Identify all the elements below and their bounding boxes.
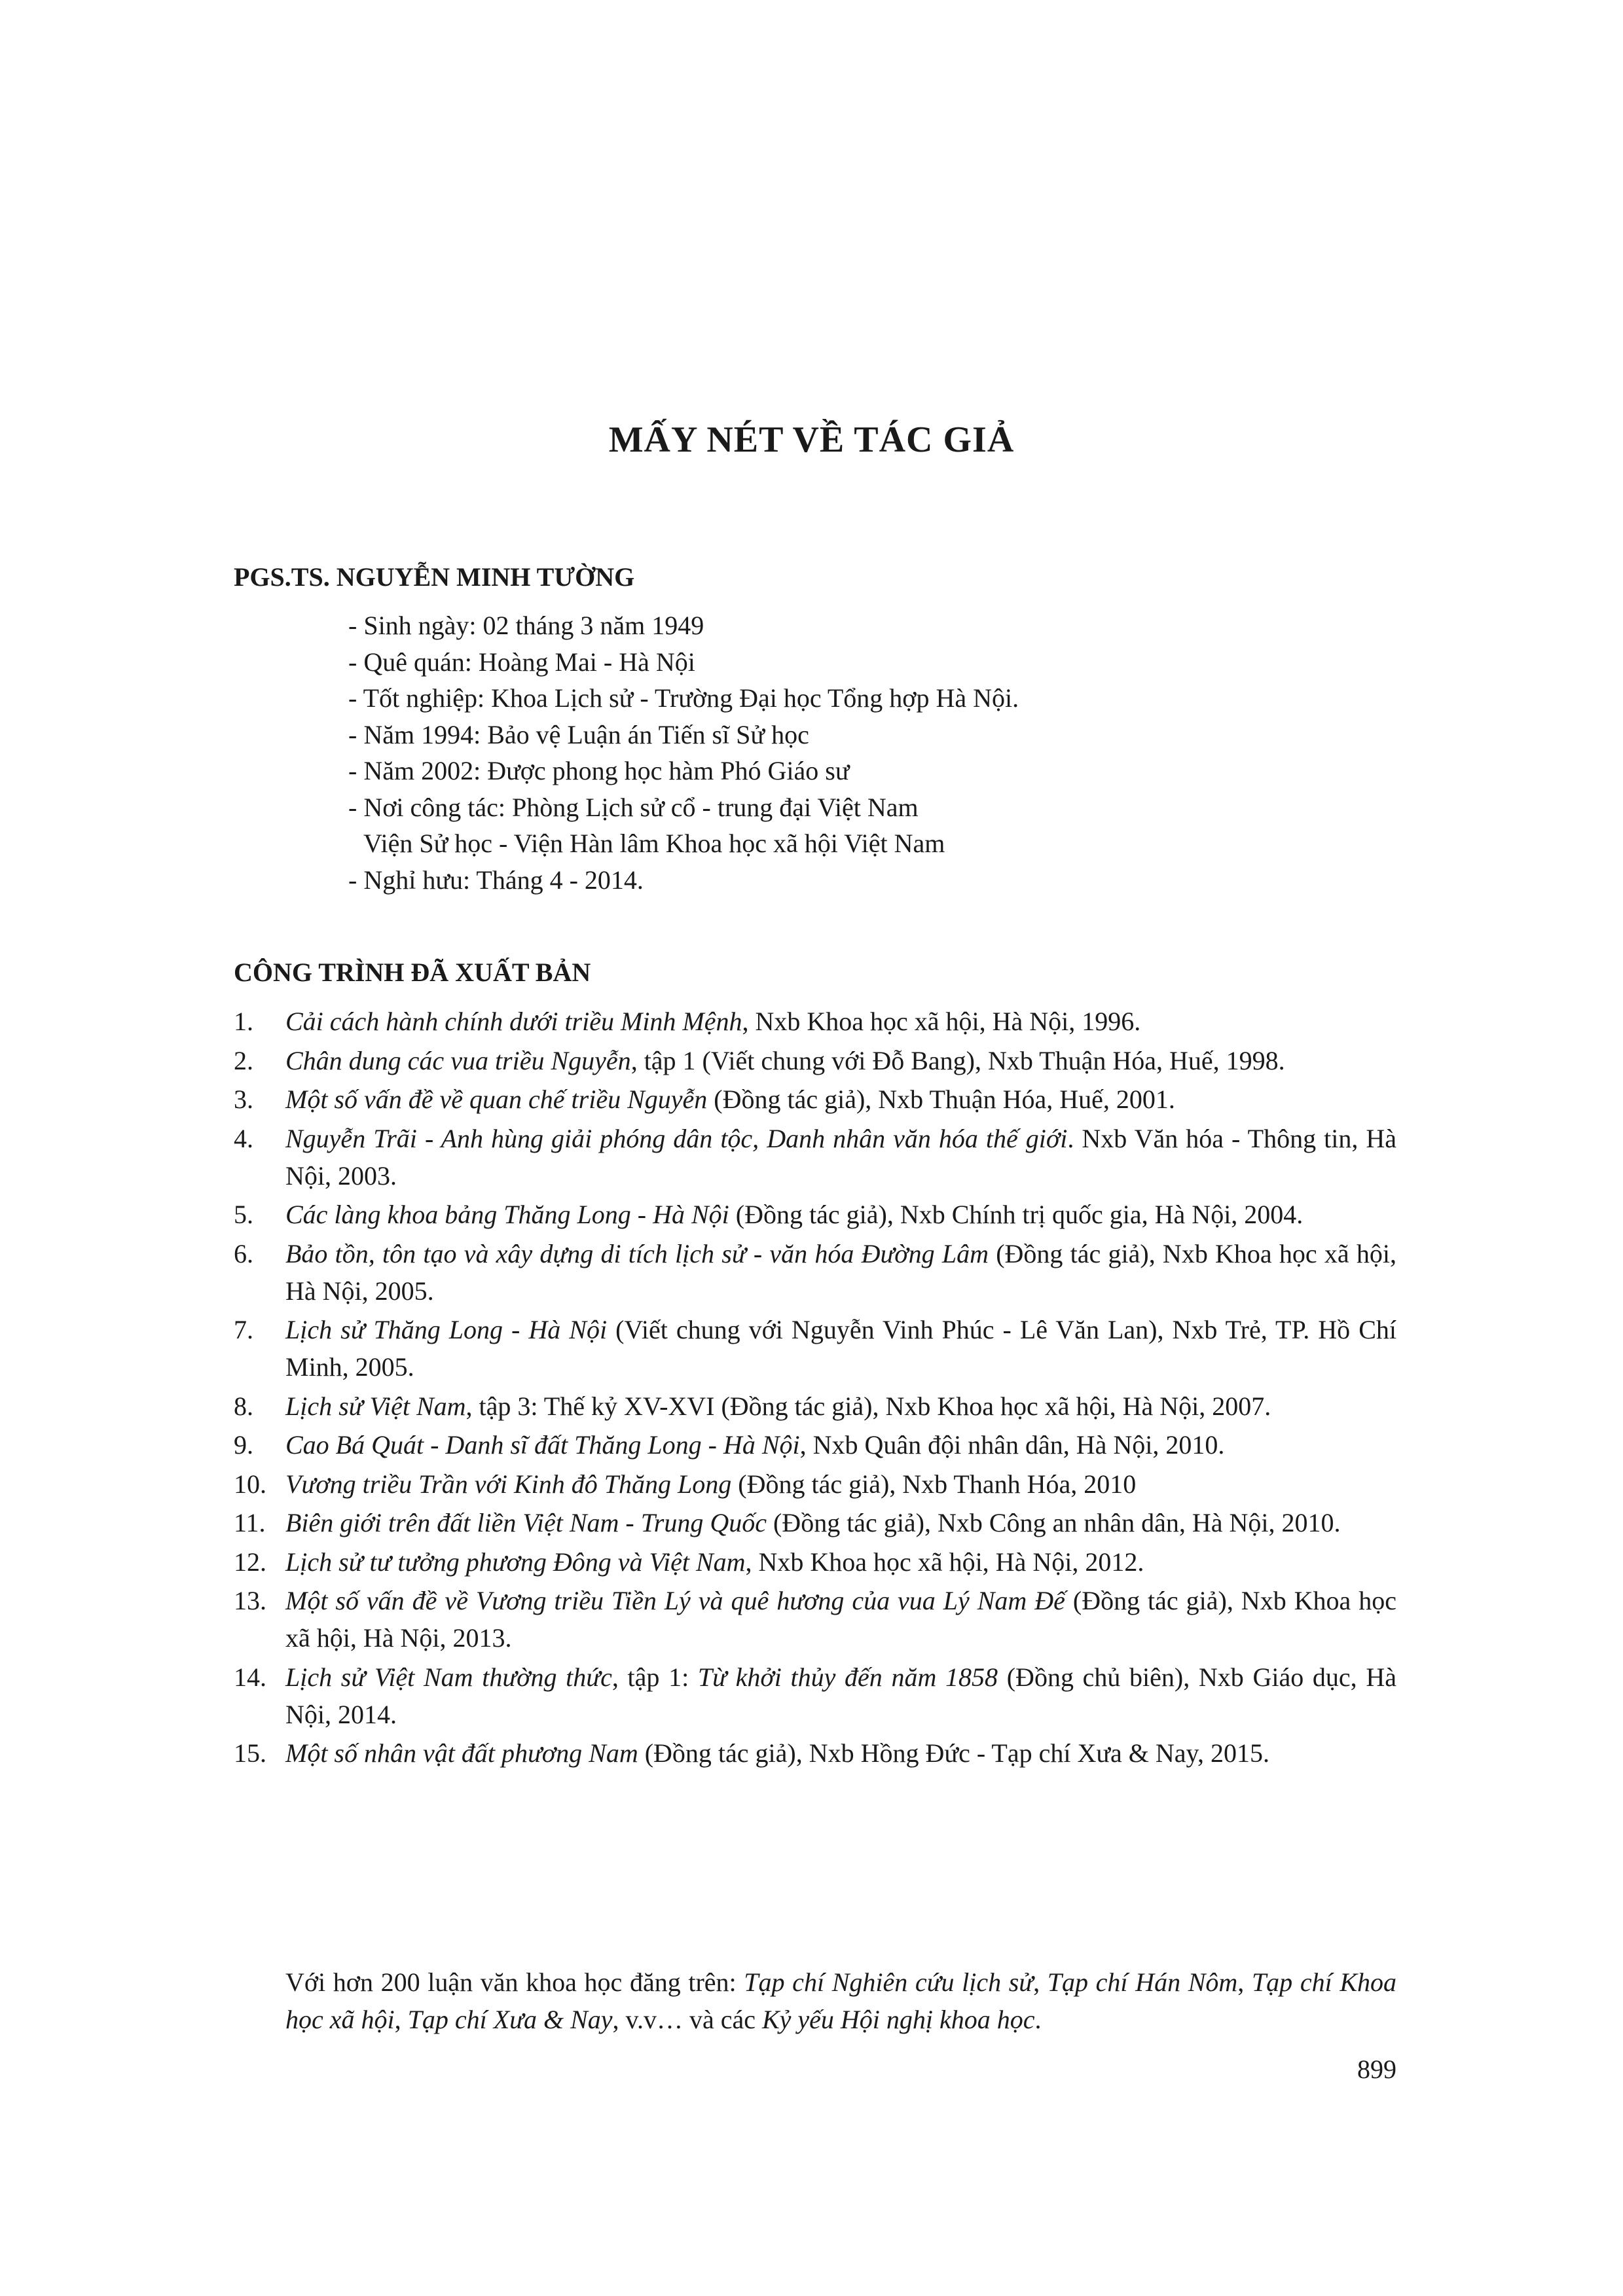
work-item <box>234 1465 1396 1503</box>
work-title-italic: Lịch sử Việt Nam thường thức <box>285 1662 612 1692</box>
work-number: 2. <box>234 1045 253 1075</box>
work-title-italic: Cao Bá Quát - Danh sĩ đất Thăng Long - Hà Nội <box>285 1430 800 1460</box>
page-number: 899 <box>1357 2054 1396 2084</box>
work-item <box>234 1120 1396 1194</box>
work-item <box>234 1543 1396 1581</box>
work-title-italic: Một số nhân vật đất phương Nam <box>285 1738 638 1768</box>
journal-name-italic: Tạp chí Khoa học xã hội <box>285 1967 1397 2034</box>
work-title-italic: Lịch sử Thăng Long - Hà Nội <box>285 1315 608 1344</box>
work-text: (Đồng tác giả), Nxb Khoa học xã hội, Hà Nội, 2005. <box>285 1238 1396 1306</box>
page-title: MẤY NÉT VỀ TÁC GIẢ <box>608 420 1015 460</box>
work-citation <box>285 1543 1396 1581</box>
work-text: , Nxb Khoa học xã hội, Hà Nội, 2012. <box>745 1547 1144 1577</box>
work-number: 5. <box>234 1200 253 1229</box>
work-title-italic: Vương triều Trần với Kinh đô Thăng Long <box>285 1469 732 1499</box>
work-title-italic: Một số vấn đề về Vương triều Tiền Lý và quê hương của vua Lý Nam Đế <box>285 1586 1065 1615</box>
works-heading: CÔNG TRÌNH ĐÃ XUẤT BẢN <box>234 958 591 987</box>
work-citation <box>285 1235 1396 1310</box>
bio-doctorate: - Năm 1994: Bảo vệ Luận án Tiến sĩ Sử học <box>348 719 809 749</box>
journal-name-italic: Tạp chí Hán Nôm <box>1047 1967 1238 1997</box>
work-citation <box>285 1120 1396 1194</box>
work-number: 1. <box>234 1007 253 1036</box>
work-number: 12. <box>234 1547 266 1577</box>
closing-text: , <box>1237 1967 1252 1997</box>
work-text: , tập 3: Thế kỷ XV-XVI (Đồng tác giả), Nxb Khoa học xã hội, Hà Nội, 2007. <box>465 1391 1271 1421</box>
work-number: 3. <box>234 1085 253 1114</box>
work-item <box>234 1003 1396 1040</box>
work-citation <box>285 1311 1396 1386</box>
work-text: , tập 1 (Viết chung với Đỗ Bang), Nxb Thuận Hóa, Huế, 1998. <box>630 1045 1285 1075</box>
bio-professorship: - Năm 2002: Được phong học hàm Phó Giáo sư <box>348 756 850 785</box>
work-number: 8. <box>234 1391 253 1421</box>
work-number: 14. <box>234 1662 266 1692</box>
work-citation <box>285 1081 1396 1118</box>
closing-text: Với hơn 200 luận văn khoa học đăng trên: <box>285 1967 744 1997</box>
work-text: (Đồng tác giả), Nxb Thanh Hóa, 2010 <box>731 1469 1137 1499</box>
work-citation <box>285 1042 1396 1079</box>
closing-text: , <box>394 2005 408 2034</box>
work-text: (Đồng tác giả), Nxb Khoa học xã hội, Hà Nội, 2013. <box>285 1586 1397 1653</box>
work-title-italic: Bảo tồn, tôn tạo và xây dựng di tích lịch sử - văn hóa Đường Lâm <box>285 1238 989 1268</box>
closing-text: . <box>1034 2005 1042 2034</box>
work-item <box>234 1311 1396 1386</box>
work-title-italic: Lịch sử tư tưởng phương Đông và Việt Nam <box>285 1547 746 1577</box>
work-item <box>234 1235 1396 1310</box>
author-name: PGS.TS. NGUYỄN MINH TƯỜNG <box>234 562 635 592</box>
journal-name-italic: Tạp chí Nghiên cứu lịch sử <box>744 1967 1034 1997</box>
work-item <box>234 1426 1396 1463</box>
work-title-italic: Một số vấn đề về quan chế triều Nguyễn <box>285 1085 708 1114</box>
work-text: (Đồng tác giả), Nxb Hồng Đức - Tạp chí Xưa & Nay, 2015. <box>638 1738 1269 1768</box>
author-bio <box>348 607 1461 898</box>
work-number: 15. <box>234 1738 266 1768</box>
work-text: (Đồng chủ biên), Nxb Giáo dục, Hà Nội, 2014. <box>285 1662 1396 1729</box>
work-title-italic: Từ khởi thủy đến năm 1858 <box>697 1662 998 1692</box>
work-title-italic: Lịch sử Việt Nam <box>285 1391 466 1421</box>
closing-paragraph <box>285 1964 1396 2038</box>
work-number: 6. <box>234 1238 253 1268</box>
work-citation <box>285 1196 1396 1233</box>
work-text: (Đồng tác giả), Nxb Công an nhân dân, Hà Nội, 2010. <box>766 1508 1341 1537</box>
work-text: . Nxb Văn hóa - Thông tin, Hà Nội, 2003. <box>285 1123 1396 1191</box>
work-item <box>234 1196 1396 1233</box>
work-item <box>234 1388 1396 1425</box>
work-text: (Đồng tác giả), Nxb Chính trị quốc gia, Hà Nội, 2004. <box>729 1200 1304 1229</box>
work-title-italic: Nguyễn Trãi - Anh hùng giải phóng dân tộc, Danh nhân văn hóa thế giới <box>285 1123 1068 1153</box>
work-citation <box>285 1504 1396 1541</box>
work-item <box>234 1659 1396 1733</box>
work-title-italic: Biên giới trên đất liền Việt Nam - Trung Quốc <box>285 1508 767 1537</box>
work-text: , Nxb Khoa học xã hội, Hà Nội, 1996. <box>742 1007 1141 1036</box>
work-text: (Đồng tác giả), Nxb Thuận Hóa, Huế, 2001. <box>707 1085 1175 1114</box>
work-citation <box>285 1465 1396 1503</box>
work-number: 9. <box>234 1430 253 1460</box>
closing-text: , <box>1033 1967 1048 1997</box>
work-number: 7. <box>234 1315 253 1344</box>
work-citation <box>285 1659 1396 1733</box>
closing-text: , v.v… và các <box>612 2005 762 2034</box>
work-citation <box>285 1388 1396 1425</box>
work-text: , tập 1: <box>611 1662 698 1692</box>
work-citation <box>285 1582 1396 1657</box>
journal-name-italic: Kỷ yếu Hội nghị khoa học <box>761 2005 1035 2034</box>
bio-workplace-institute: Viện Sử học - Viện Hàn lâm Khoa học xã hội Việt Nam <box>363 829 945 858</box>
bio-birth: - Sinh ngày: 02 tháng 3 năm 1949 <box>348 611 704 640</box>
work-citation <box>285 1734 1396 1772</box>
journal-name-italic: Tạp chí Xưa & Nay <box>407 2005 613 2034</box>
bio-retirement: - Nghỉ hưu: Tháng 4 - 2014. <box>348 865 644 895</box>
work-number: 4. <box>234 1123 253 1153</box>
work-item <box>234 1582 1396 1657</box>
work-item <box>234 1081 1396 1118</box>
work-text: , Nxb Quân đội nhân dân, Hà Nội, 2010. <box>799 1430 1225 1460</box>
works-list <box>234 1003 1396 1774</box>
work-item <box>234 1042 1396 1079</box>
bio-hometown: - Quê quán: Hoàng Mai - Hà Nội <box>348 647 695 677</box>
bio-workplace: - Nơi công tác: Phòng Lịch sử cổ - trung đại Việt Nam <box>348 792 919 822</box>
work-item <box>234 1504 1396 1541</box>
work-title-italic: Chân dung các vua triều Nguyễn <box>285 1045 631 1075</box>
bio-graduation: - Tốt nghiệp: Khoa Lịch sử - Trường Đại học Tổng hợp Hà Nội. <box>348 683 1019 713</box>
work-citation <box>285 1003 1396 1040</box>
work-citation <box>285 1426 1396 1463</box>
work-number: 11. <box>234 1508 266 1537</box>
work-title-italic: Cải cách hành chính dưới triều Minh Mệnh <box>285 1007 742 1036</box>
work-number: 13. <box>234 1586 266 1615</box>
work-number: 10. <box>234 1469 266 1499</box>
work-title-italic: Các làng khoa bảng Thăng Long - Hà Nội <box>285 1200 729 1229</box>
work-text: (Viết chung với Nguyễn Vinh Phúc - Lê Văn Lan), Nxb Trẻ, TP. Hồ Chí Minh, 2005. <box>285 1315 1396 1382</box>
work-item <box>234 1734 1396 1772</box>
